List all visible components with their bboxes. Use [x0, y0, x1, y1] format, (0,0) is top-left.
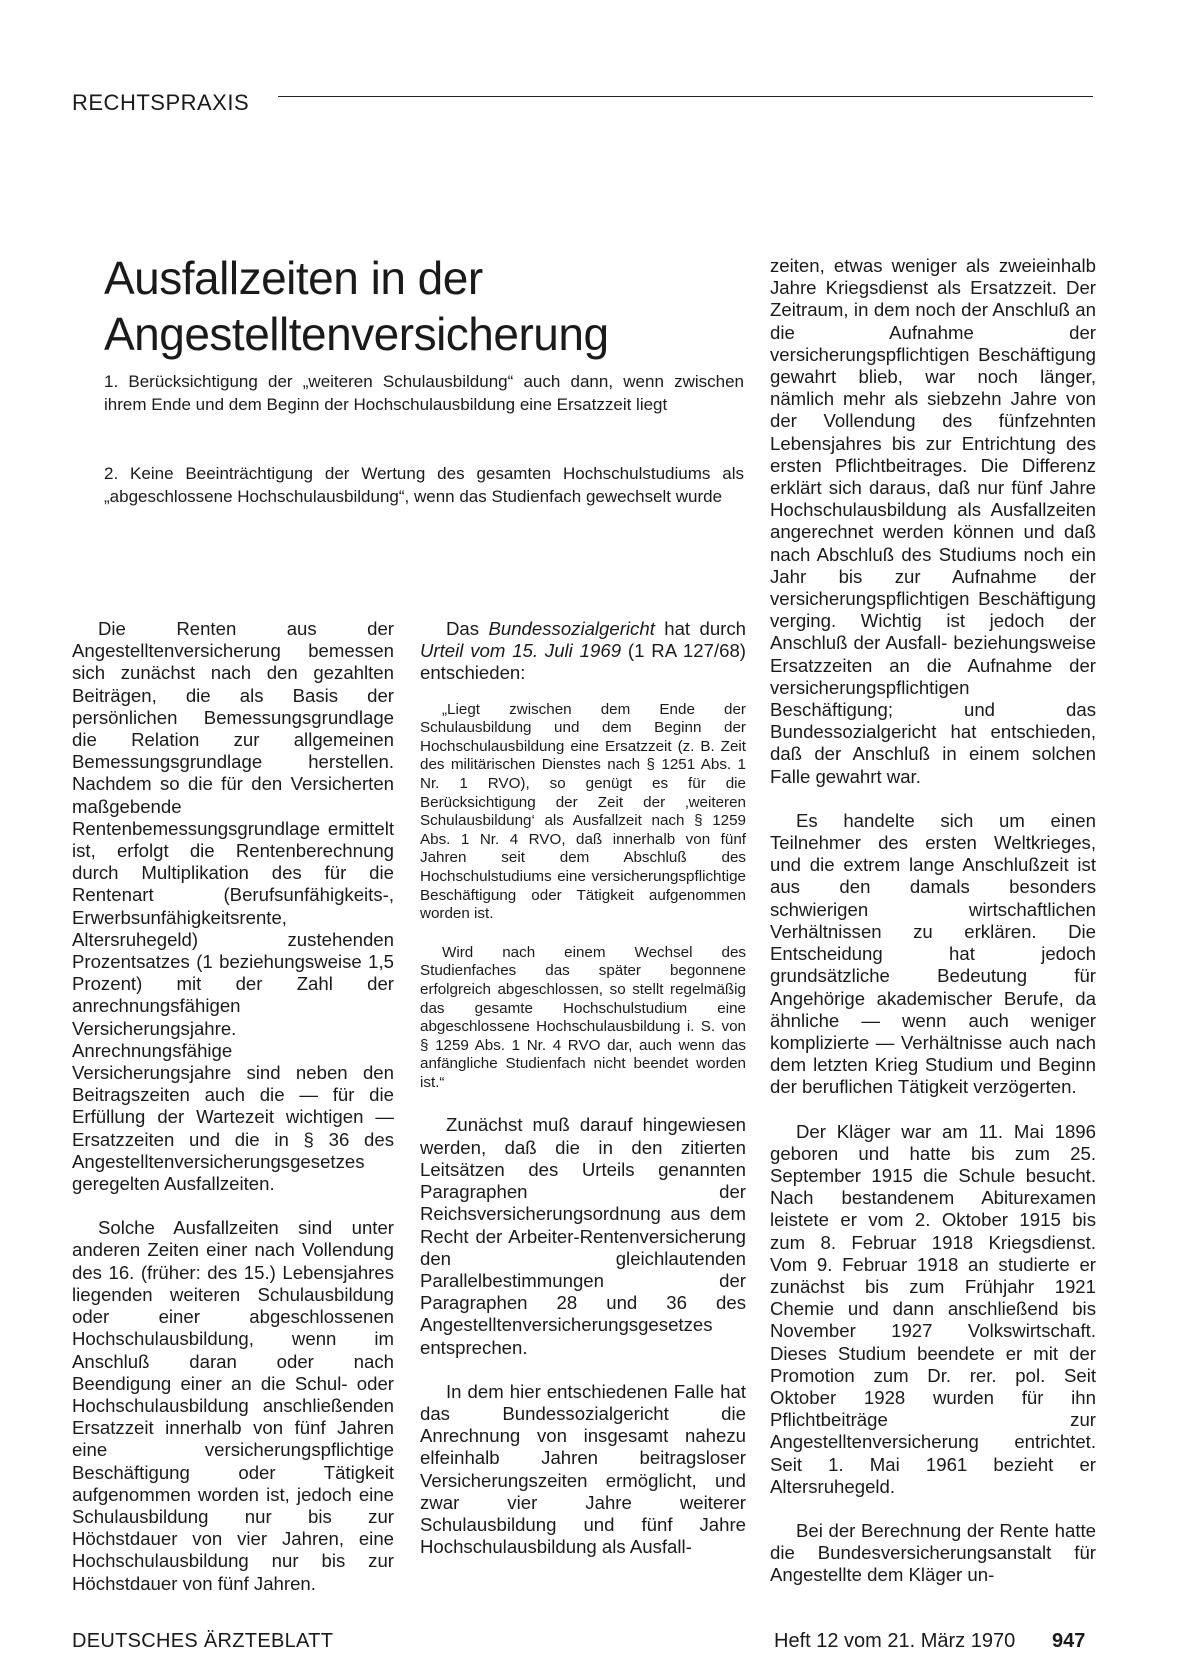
- lead-point-2: 2. Keine Beeinträchtigung der Wertung des gesamten Hochschulstudiums als „abgeschlossene Hochschulausbildung“, wenn das Studienfach gewechselt wurde: [104, 464, 744, 506]
- quote-paragraph: Wird nach einem Wechsel des Studienfaches das später begonnene erfolgreich abgeschlossen, so stellt regelmäßig das gesamte Hochschulstudium eine abgeschlossene Hochschulausbildung i. S. von § 1259 Abs. 1 Nr. 4 RVO dar, auch wenn das anfängliche Studienfach nicht beendet worden ist.“: [420, 943, 746, 1091]
- lead-point-1: 1. Berücksichtigung der „weiteren Schulausbildung“ auch dann, wenn zwischen ihrem Ende und dem Beginn der Hochschulausbildung eine Ersatzzeit liegt: [104, 372, 744, 414]
- journal-name: DEUTSCHES ÄRZTEBLATT: [72, 1630, 334, 1652]
- paragraph: Die Renten aus der Angestelltenversicherung bemessen sich zunächst nach den gezahlten Beiträgen, die als Basis der persönlichen Bemessungsgrundlage die Relation zur allgemeinen Bemessungsgrundlage herstellen. Nachdem so die für den Versicherten maßgebende Rentenbemessungsgrundlage ermittelt ist, erfolgt die Rentenberechnung durch Multiplikation des für die Rentenart (Berufsunfähigkeits-, Erwerbsunfähigkeitsrente, Altersruhegeld) zustehenden Prozentsatzes (1 beziehungsweise 1,5 Prozent) mit der Zahl der anrechnungsfähigen Versicherungsjahre. Anrechnungsfähige Versicherungsjahre sind neben den Beitragszeiten auch die — für die Erfüllung der Wartezeit wichtigen — Ersatzzeiten und die in § 36 des Angestelltenversicherungsgesetzes geregelten Ausfallzeiten.: [72, 618, 394, 1195]
- paragraph: Bei der Berechnung der Rente hatte die Bundesversicherungsanstalt für Angestellte dem Kläger un-: [770, 1519, 1096, 1586]
- paragraph: zeiten, etwas weniger als zweieinhalb Jahre Kriegsdienst als Ersatzzeit. Der Zeitraum, in dem noch der Anschluß an die Aufnahme der versicherungspflichtigen Beschäftigung gewahrt blieb, war noch länger, nämlich mehr als siebzehn Jahre von der Vollendung des fünfzehnten Lebensjahres bis zur Entrichtung des ersten Pflichtbeitrages. Die Differenz erklärt sich daraus, daß nur fünf Jahre Hochschulausbildung als Ausfallzeiten angerechnet werden können und daß nach Abschluß des Studiums noch ein Jahr bis zur Aufnahme der versicherungspflichtigen Beschäftigung verging. Wichtig ist jedoch der Anschluß der Ausfall- beziehungsweise Ersatzzeiten an die Aufnahme der versicherungspflichtigen Beschäftigung; und das Bundessozialgericht hat entschieden, daß der Anschluß in einem solchen Falle gewahrt war.: [770, 255, 1096, 787]
- section-label: RECHTSPRAXIS: [72, 90, 250, 115]
- paragraph: Der Kläger war am 11. Mai 1896 geboren und hatte bis zum 25. September 1915 die Schule besucht. Nach bestandenem Abiturexamen leistete er vom 2. Oktober 1915 bis zum 8. Februar 1918 Kriegsdienst. Vom 9. Februar 1918 an studierte er zunächst bis zum Frühjahr 1921 Chemie und dann anschließend bis November 1927 Volkswirtschaft. Dieses Studium beendete er mit der Promotion zum Dr. rer. pol. Seit Oktober 1928 wurden für ihn Pflichtbeiträge zur Angestelltenversicherung entrichtet. Seit 1. Mai 1961 bezieht er Altersruhegeld.: [770, 1120, 1096, 1497]
- title-line-2: Angestelltenversicherung: [104, 308, 609, 360]
- title-line-1: Ausfallzeiten in der: [104, 252, 483, 304]
- judgment-date: Urteil vom 15. Juli 1969: [420, 640, 622, 662]
- column-2: [420, 618, 746, 1558]
- column-1: [72, 618, 394, 1595]
- paragraph: Solche Ausfallzeiten sind unter anderen Zeiten einer nach Vollendung des 16. (früher: des 15.) Lebensjahres liegenden weiteren Schulausbildung oder einer abgeschlossenen Hochschulausbildung, wenn im Anschluß daran oder nach Beendigung einer an die Schul- oder Hochschulausbildung anschließenden Ersatzzeit innerhalb von fünf Jahren eine versicherungspflichtige Beschäftigung oder Tätigkeit aufgenommen worden ist, jedoch eine Schulausbildung nur bis zur Höchstdauer von vier Jahren, eine Hochschulausbildung nur bis zur Höchstdauer von fünf Jahren.: [72, 1217, 394, 1594]
- court-quote: [420, 701, 746, 1093]
- issue-info: Heft 12 vom 21. März 1970: [774, 1630, 1016, 1652]
- intro-text: hat durch: [654, 618, 746, 639]
- header-rule: [278, 96, 1093, 97]
- court-name: Bundessozialgericht: [488, 618, 655, 639]
- quote-paragraph: „Liegt zwischen dem Ende der Schulausbildung und dem Beginn der Hochschulausbildung eine Ersatzzeit (z. B. Zeit des militärischen Dienstes nach § 1251 Abs. 1 Nr. 1 RVO), so genügt es für die Berücksichtigung der Zeit der ‚weiteren Schulausbildung‘ als Ausfallzeit nach § 1259 Abs. 1 Nr. 4 RVO, daß innerhalb von fünf Jahren seit dem Abschluß des Hochschulstudiums eine versicherungspflichtige Beschäftigung oder Tätigkeit aufgenommen worden ist.: [420, 700, 746, 923]
- intro-text: Das: [446, 618, 489, 639]
- intro-text: (1 RA 127/68) entschieden:: [420, 640, 746, 684]
- paragraph: Zunächst muß darauf hingewiesen werden, daß die in den zitierten Leitsätzen des Urteils genannten Paragraphen der Reichsversicherungsordnung aus dem Recht der Arbeiter-Rentenversicherung den gleichlautenden Parallelbestimmungen der Paragraphen 28 und 36 des Angestelltenversicherungsgesetzes entsprechen.: [420, 1114, 746, 1358]
- page-number: 947: [1052, 1630, 1086, 1652]
- column-3: [770, 255, 1096, 1587]
- article-title: [104, 250, 704, 362]
- paragraph: Es handelte sich um einen Teilnehmer des ersten Weltkrieges, und die extrem lange Anschlußzeit ist aus den damals besonders schwierigen wirtschaftlichen Verhältnissen zu erklären. Die Entscheidung hat jedoch grundsätzliche Bedeutung für Angehörige akademischer Berufe, da ähnliche — wenn auch weniger komplizierte — Verhältnisse auch nach dem letzten Krieg Studium und Beginn der beruflichen Tätigkeit verzögerten.: [770, 809, 1096, 1098]
- paragraph-intro: [420, 618, 746, 685]
- paragraph: In dem hier entschiedenen Falle hat das Bundessozialgericht die Anrechnung von insgesamt nahezu elfeinhalb Jahren beitragsloser Versicherungszeiten ermöglicht, und zwar vier Jahre weiterer Schulausbildung und fünf Jahre Hochschulausbildung als Ausfall-: [420, 1380, 746, 1558]
